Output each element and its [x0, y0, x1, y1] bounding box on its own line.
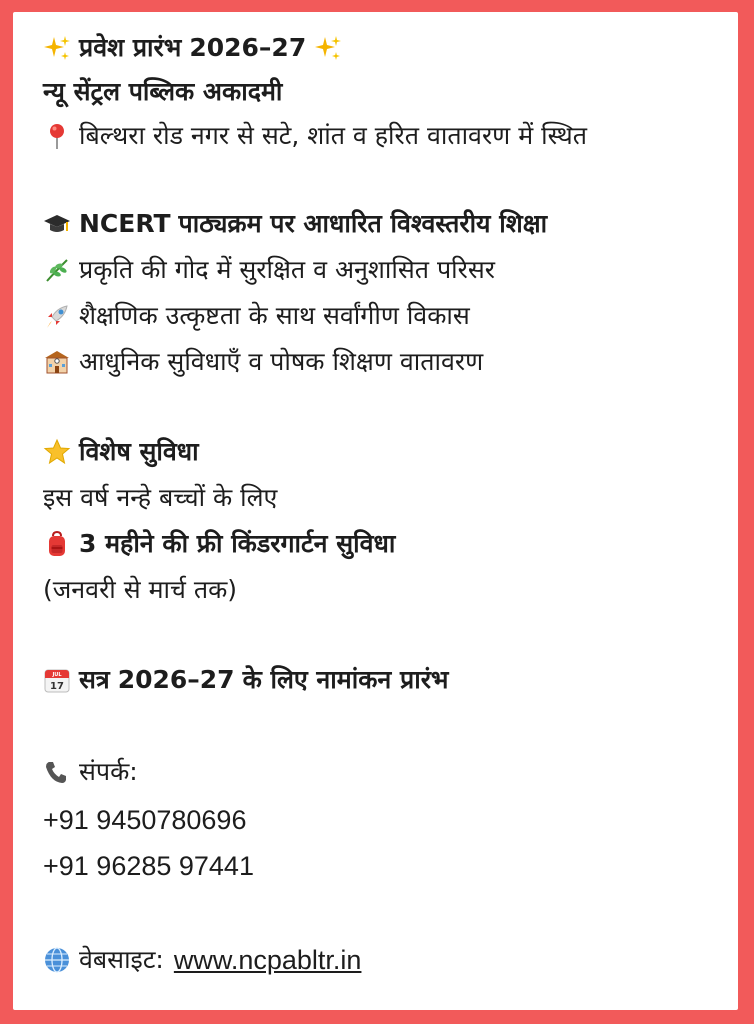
herb-leaf-icon [43, 256, 71, 284]
facilities-line [43, 346, 483, 378]
location-text: बिल्थरा रोड नगर से सटे, शांत व हरित वातावरण में स्थित [79, 121, 588, 150]
special-heading-line [43, 436, 199, 468]
curriculum-prefix: NCERT [79, 209, 171, 238]
backpack-icon [43, 530, 71, 558]
development-line [43, 300, 470, 332]
special-heading: विशेष सुविधा [79, 437, 199, 466]
enrollment-line [43, 664, 449, 696]
campus-line [43, 254, 495, 286]
star-icon [43, 438, 71, 466]
special-subtext: इस वर्ष नन्हे बच्चों के लिए [43, 483, 278, 512]
enrollment-year: 2026–27 [117, 665, 235, 694]
school-name: न्यू सेंट्रल पब्लिक अकादमी [43, 77, 283, 106]
globe-icon [43, 946, 71, 974]
contact-label: संपर्क: [79, 757, 138, 786]
admission-title [43, 32, 350, 64]
phone-icon [43, 758, 71, 786]
post-card [13, 12, 738, 1010]
calendar-icon [43, 666, 71, 694]
development-text: शैक्षणिक उत्कृष्टता के साथ सर्वांगीण विकास [79, 301, 470, 330]
website-line [43, 944, 361, 976]
curriculum-text: पाठ्यक्रम पर आधारित विश्वस्तरीय शिक्षा [178, 209, 548, 238]
enrollment-prefix: सत्र [79, 665, 110, 694]
admission-title-prefix: प्रवेश प्रारंभ [79, 33, 182, 62]
website-label: वेबसाइट: [79, 945, 164, 974]
location-line [43, 120, 587, 152]
calendar-day: 17 [50, 681, 64, 692]
offer-duration: (जनवरी से मार्च तक) [43, 575, 238, 604]
admission-title-year: 2026–27 [189, 33, 307, 62]
phone-number-1[interactable]: +91 9450780696 [43, 805, 247, 835]
location-pin-icon [43, 122, 71, 150]
calendar-month: JUL [52, 672, 62, 678]
rocket-icon [43, 302, 71, 330]
offer-text: 3 महीने की फ्री किंडरगार्टन सुविधा [79, 529, 396, 558]
sparkles-icon [314, 34, 342, 62]
graduation-cap-icon [43, 210, 71, 238]
phone-number-2[interactable]: +91 96285 97441 [43, 851, 254, 881]
curriculum-line [43, 208, 547, 240]
website-link[interactable]: www.ncpabltr.in [173, 945, 362, 975]
school-building-icon [43, 348, 71, 376]
facilities-text: आधुनिक सुविधाएँ व पोषक शिक्षण वातावरण [79, 347, 484, 376]
offer-line [43, 528, 395, 560]
sparkles-icon [43, 34, 71, 62]
enrollment-suffix: के लिए नामांकन प्रारंभ [242, 665, 449, 694]
contact-line [43, 756, 138, 788]
campus-text: प्रकृति की गोद में सुरक्षित व अनुशासित परिसर [79, 255, 496, 284]
